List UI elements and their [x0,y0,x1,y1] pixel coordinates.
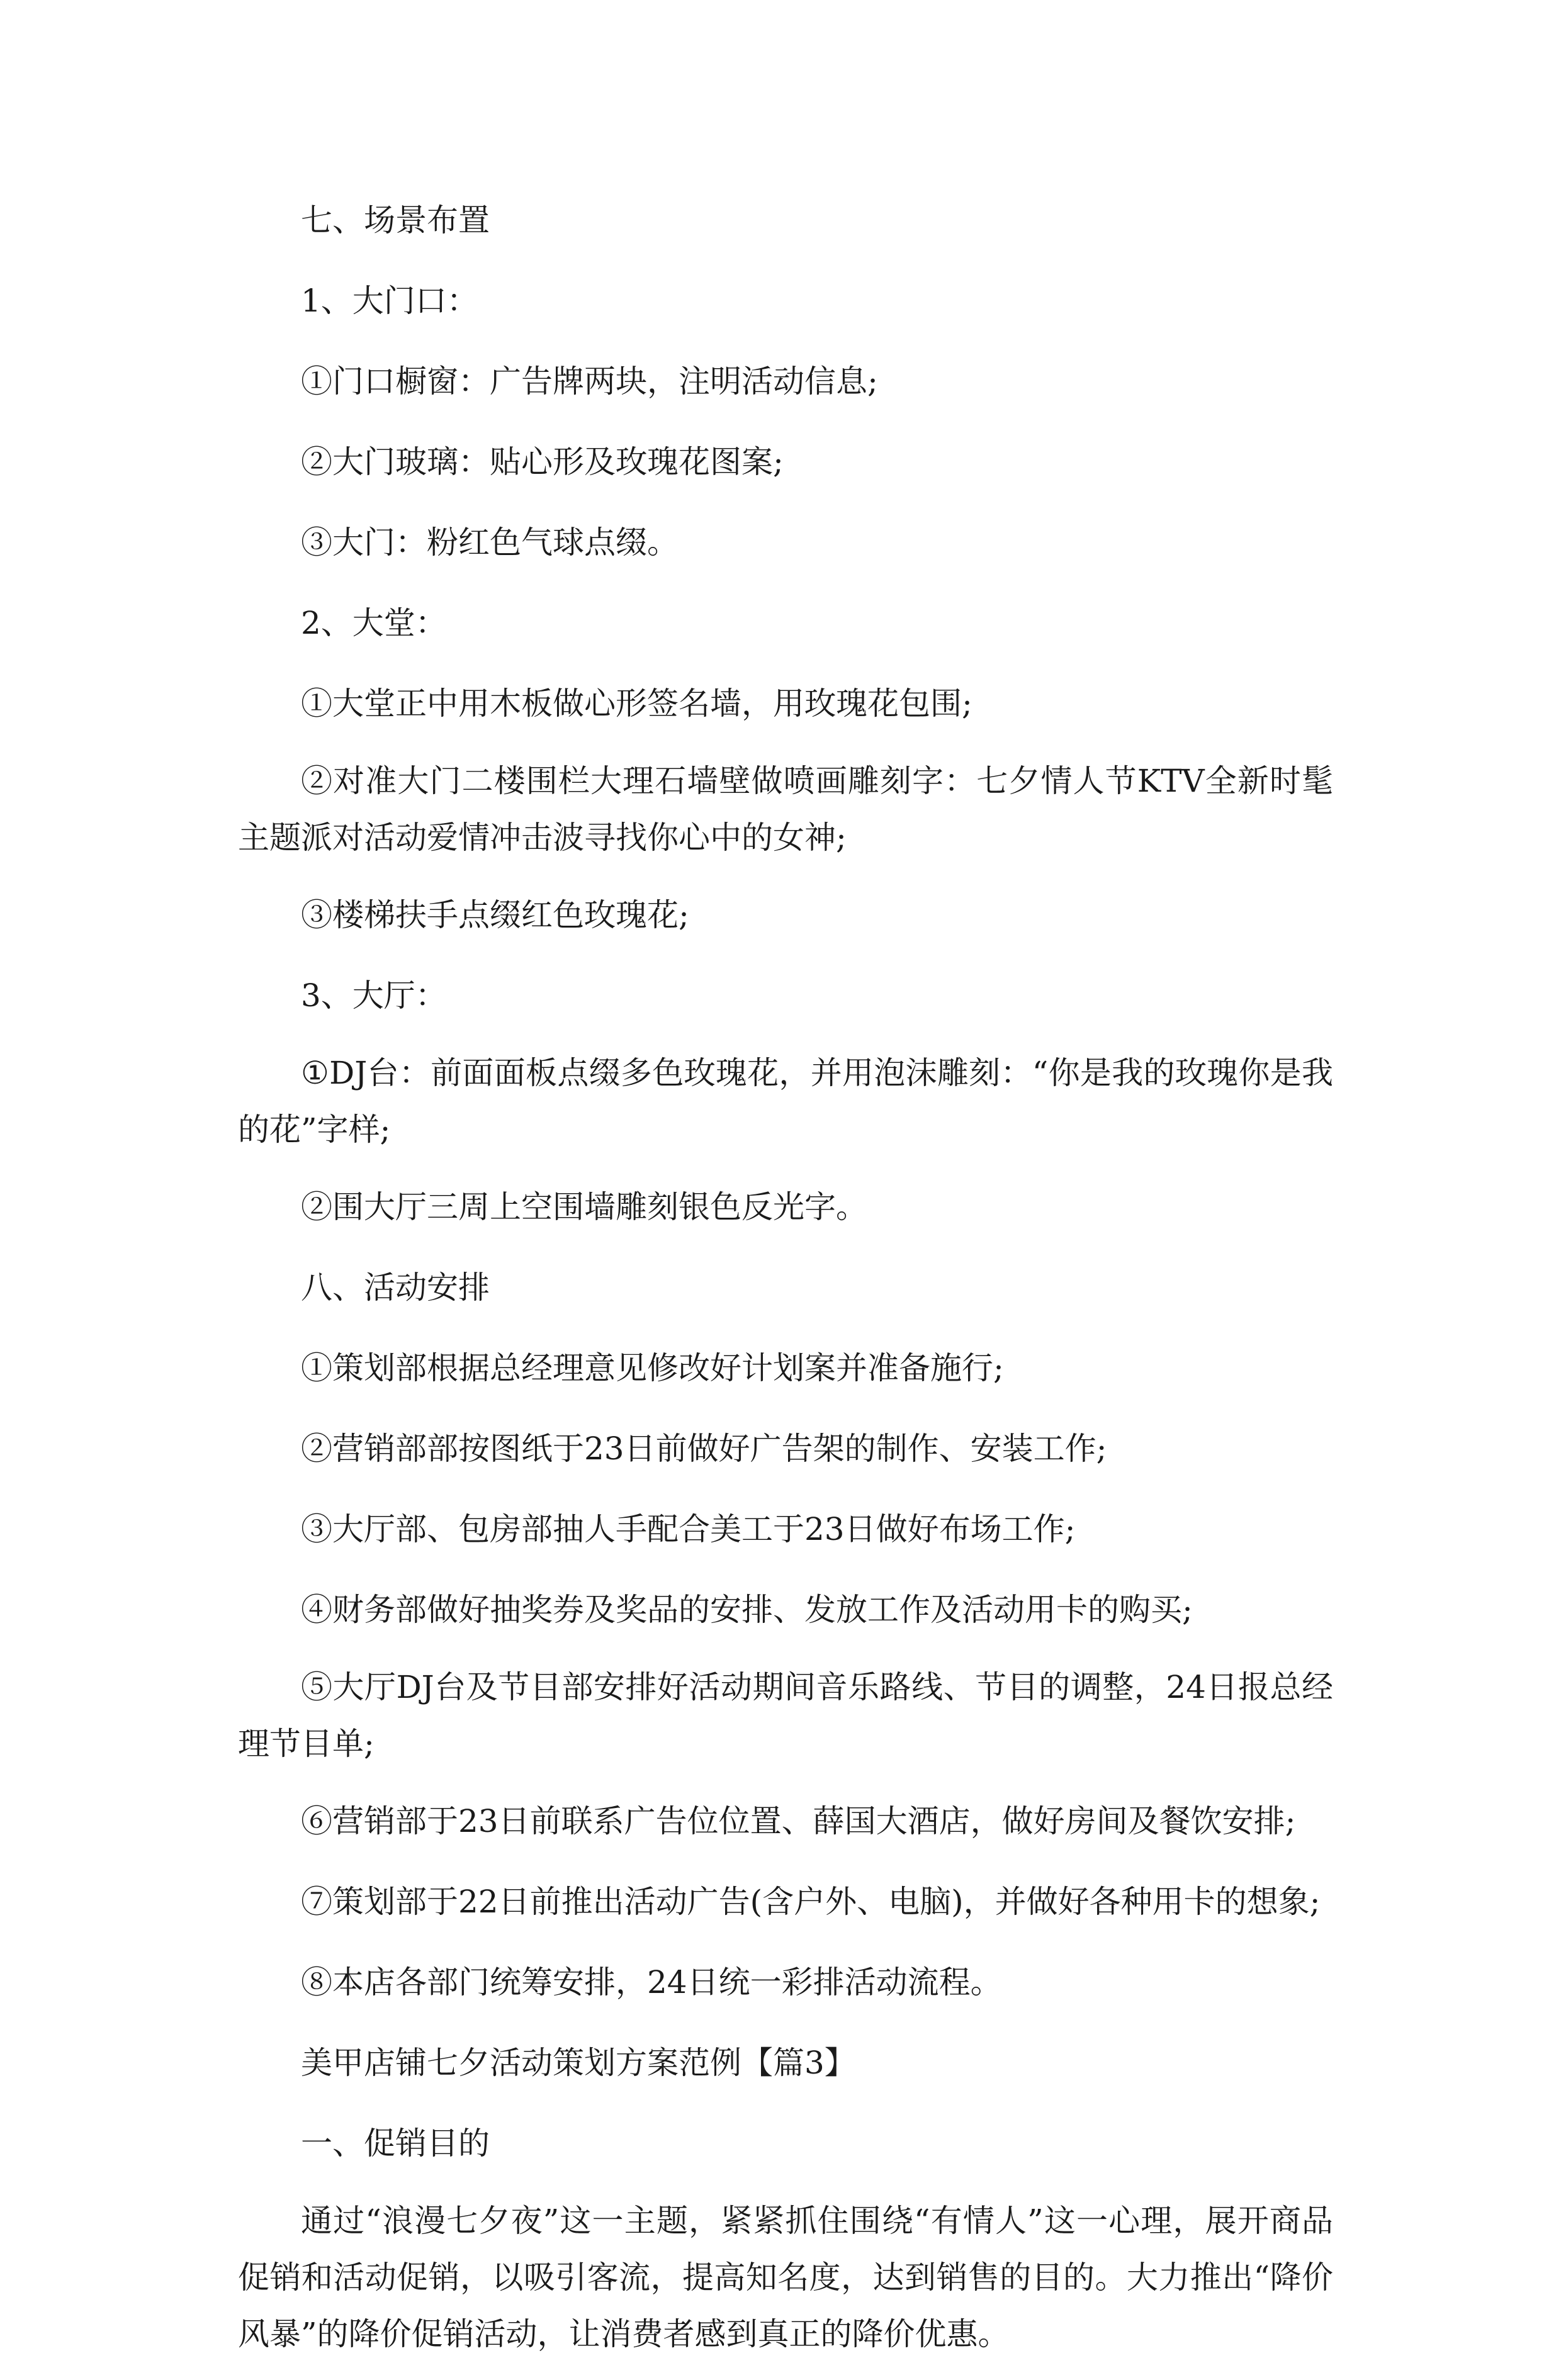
list-item: ③大厅部、包房部抽人手配合美工于23日做好布场工作; [301,1511,1076,1547]
list-item: ②围大厅三周上空围墙雕刻银色反光字。 [301,1189,867,1225]
list-item: ⑥营销部于23日前联系广告位位置、薛国大酒店，做好房间及餐饮安排; [301,1803,1296,1839]
list-item: ③楼梯扶手点缀红色玫瑰花; [301,897,689,933]
list-item: ③大门：粉红色气球点缀。 [301,524,679,561]
list-item: ②对准大门二楼围栏大理石墙壁做喷画雕刻字：七夕情人节KTV全新时髦主题派对活动爱情冲击波寻找你心中的女神; [238,763,1333,856]
list-item: ①DJ台：前面面板点缀多色玫瑰花，并用泡沫雕刻：“你是我的玫瑰你是我的花”字样; [238,1055,1333,1148]
section-heading-scene-layout: 七、场景布置 [301,202,490,239]
subheading-main-entrance: 1、大门口： [301,283,478,319]
body-paragraph: 通过“浪漫七夕夜”这一主题，紧紧抓住围绕“有情人”这一心理，展开商品促销和活动促销，以吸引客流，提高知名度，达到销售的目的。大力推出“降价风暴”的降价促销活动，让消费者感到真正的降价优惠。 [238,2203,1333,2352]
section-heading-promotion-purpose: 一、促销目的 [301,2125,490,2162]
article-title: 美甲店铺七夕活动策划方案范例【篇3】 [301,2045,856,2081]
list-item: ⑤大厅DJ台及节目部安排好活动期间音乐路线、节目的调整，24日报总经理节目单; [238,1669,1333,1762]
section-heading-activity-arrangement: 八、活动安排 [301,1269,490,1306]
list-item: ①大堂正中用木板做心形签名墙，用玫瑰花包围; [301,685,972,722]
list-item: ②大门玻璃：贴心形及玫瑰花图案; [301,444,784,480]
list-item: ⑧本店各部门统筹安排，24日统一彩排活动流程。 [301,1964,1002,2001]
list-item: ①门口橱窗：广告牌两块，注明活动信息; [301,363,878,400]
subheading-lobby: 2、大堂： [301,605,447,641]
list-item: ④财务部做好抽奖券及奖品的安排、发放工作及活动用卡的购买; [301,1591,1193,1628]
document-body [238,189,1333,2380]
list-item: ②营销部部按图纸于23日前做好广告架的制作、安装工作; [301,1430,1107,1467]
list-item: ①策划部根据总经理意见修改好计划案并准备施行; [301,1350,1004,1386]
list-item: ⑦策划部于22日前推出活动广告(含户外、电脑)，并做好各种用卡的想象; [301,1883,1321,1920]
subheading-hall: 3、大厅： [301,977,447,1014]
